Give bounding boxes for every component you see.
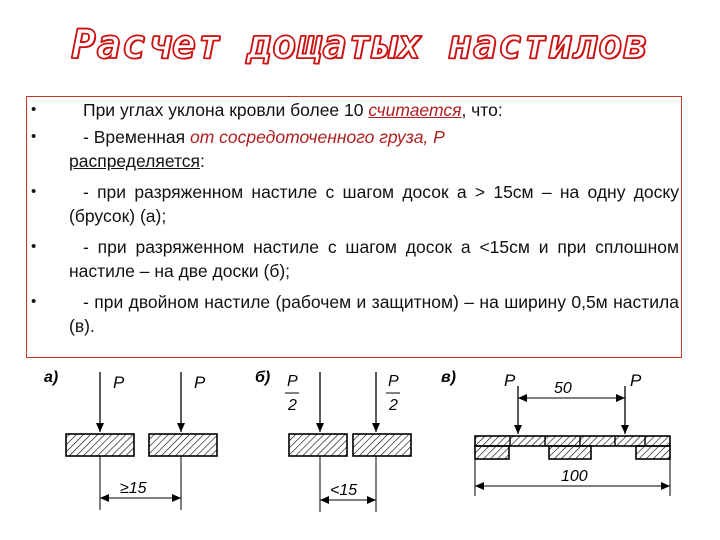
text-run: - Временная — [83, 127, 190, 147]
load-label: P — [630, 371, 642, 390]
figure-a-label: а) — [44, 369, 59, 386]
text-run: , что: — [461, 100, 503, 120]
bullet-item-5 — [31, 290, 679, 338]
load-denominator: 2 — [389, 397, 398, 414]
text-run: : — [200, 151, 205, 171]
working-board — [636, 446, 670, 459]
board — [353, 434, 411, 456]
text-run: При углах уклона кровли более 10 — [83, 100, 369, 120]
figure-c — [441, 369, 670, 496]
bullet-item-4 — [31, 235, 679, 283]
text-run: - при разряженном настиле с шагом досок а > 15см – на одну доску (брусок) (а); — [69, 182, 679, 226]
figure-a — [44, 369, 217, 510]
text-run-underlined: распределяется — [69, 151, 201, 171]
bullet-list — [31, 98, 679, 338]
load-label: P — [504, 371, 516, 390]
bullet-item-2 — [31, 125, 679, 173]
bullet-item-1 — [31, 98, 679, 122]
figure-c-label: в) — [441, 369, 456, 386]
load-numerator: P — [287, 373, 298, 390]
load-numerator: P — [388, 373, 399, 390]
dimension-label: 100 — [561, 468, 588, 485]
bullet-item-3 — [31, 180, 679, 228]
protective-layer — [475, 436, 670, 446]
board — [149, 434, 217, 456]
slide-title: Расчет дощатых настилов — [71, 22, 649, 68]
text-run-emphasis: от сосредоточенного груза, Р — [190, 127, 445, 147]
text-run: - при разряженном настиле с шагом досок а <15см и при сплошном настиле – на две доски (б); — [69, 237, 679, 281]
decking-diagrams — [0, 362, 720, 540]
dimension-label: ≥15 — [120, 480, 147, 497]
working-board — [475, 446, 509, 459]
load-denominator: 2 — [288, 397, 297, 414]
load-label: P — [194, 373, 206, 392]
figure-b — [255, 369, 411, 512]
working-board — [549, 446, 591, 459]
board — [66, 434, 134, 456]
load-label: P — [113, 373, 125, 392]
text-run-emphasis: считается — [368, 100, 462, 120]
dimension-label: 50 — [554, 380, 572, 397]
figure-b-label: б) — [255, 369, 271, 386]
text-run: - при двойном настиле (рабочем и защитном) – на ширину 0,5м настила (в). — [69, 292, 679, 336]
dimension-label: <15 — [330, 482, 358, 499]
board — [289, 434, 347, 456]
